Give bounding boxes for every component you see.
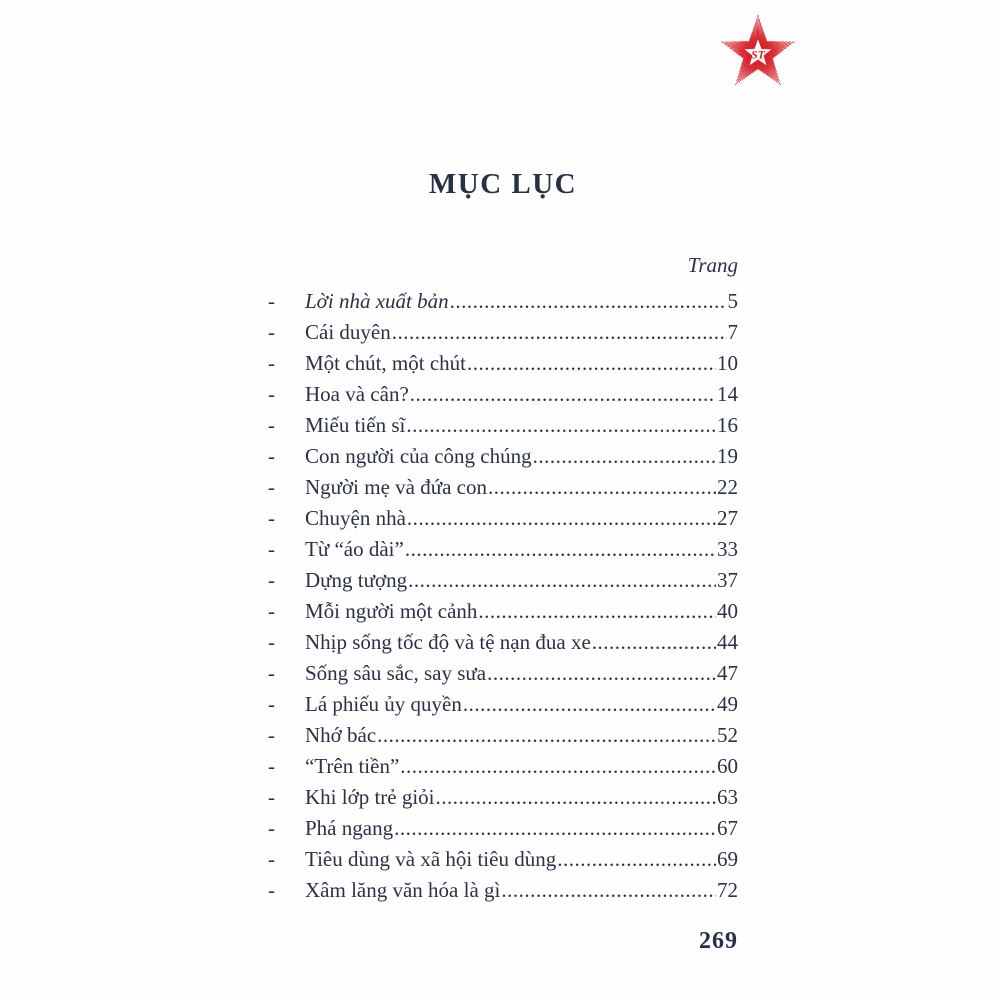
dot-leader — [592, 627, 716, 658]
toc-entry-page: 72 — [717, 878, 738, 902]
toc-entry-page: 33 — [717, 537, 738, 561]
toc-entry-title: Người mẹ và đứa con — [305, 475, 487, 499]
toc-entry-marker: - — [268, 599, 275, 623]
toc-entry-page: 16 — [717, 413, 738, 437]
toc-entry-marker: - — [268, 754, 275, 778]
toc-entry-title: Sống sâu sắc, say sưa — [305, 661, 487, 685]
toc-entry — [268, 472, 738, 503]
toc-entry-marker: - — [268, 475, 275, 499]
dot-leader — [410, 379, 716, 410]
toc-list — [268, 286, 738, 906]
dot-leader — [377, 720, 716, 751]
toc-entry-page: 7 — [727, 320, 738, 344]
dot-leader — [557, 844, 716, 875]
toc-entry-title: Miếu tiến sĩ — [305, 413, 406, 437]
page-number: 269 — [699, 928, 738, 954]
dot-leader — [488, 472, 716, 503]
toc-entry — [268, 379, 738, 410]
toc-entry-marker: - — [268, 568, 275, 592]
toc-entry — [268, 689, 738, 720]
toc-entry — [268, 720, 738, 751]
logo-monogram: ST — [751, 48, 765, 62]
toc-entry-page: 67 — [717, 816, 738, 840]
toc-entry-title: Khi lớp trẻ giỏi — [305, 785, 435, 809]
toc-entry — [268, 441, 738, 472]
toc-entry-page: 27 — [717, 506, 738, 530]
toc-entry-page: 60 — [717, 754, 738, 778]
dot-leader — [450, 286, 727, 317]
toc-entry-page: 69 — [717, 847, 738, 871]
toc-entry — [268, 813, 738, 844]
dot-leader — [392, 317, 727, 348]
toc-entry — [268, 844, 738, 875]
toc-entry-page: 10 — [717, 351, 738, 375]
toc-entry-page: 44 — [717, 630, 738, 654]
dot-leader — [533, 441, 716, 472]
dot-leader — [394, 813, 716, 844]
dot-leader — [400, 751, 716, 782]
toc-entry-marker: - — [268, 785, 275, 809]
toc-entry-marker: - — [268, 444, 275, 468]
toc-entry-title: Mỗi người một cảnh — [305, 599, 478, 623]
toc-entry-page: 49 — [717, 692, 738, 716]
toc-entry-marker: - — [268, 661, 275, 685]
toc-entry — [268, 503, 738, 534]
toc-entry-title: Cái duyên — [305, 320, 391, 344]
toc-entry-title: Con người của công chúng — [305, 444, 532, 468]
toc-entry-page: 47 — [717, 661, 738, 685]
toc-entry — [268, 627, 738, 658]
toc-entry-title: Xâm lăng văn hóa là gì — [305, 878, 501, 902]
dot-leader — [436, 782, 716, 813]
column-header-trang: Trang — [687, 253, 738, 277]
toc-entry — [268, 317, 738, 348]
toc-entry-page: 63 — [717, 785, 738, 809]
toc-entry-title: Dựng tượng — [305, 568, 408, 592]
toc-entry-title: Lá phiếu ủy quyền — [305, 692, 462, 716]
toc-entry-page: 22 — [717, 475, 738, 499]
toc-entry-title: Chuyện nhà — [305, 506, 406, 530]
toc-entry-marker: - — [268, 382, 275, 406]
toc-entry-title: Từ “áo dài” — [305, 537, 404, 561]
toc-entry-page: 19 — [717, 444, 738, 468]
toc-column — [268, 252, 738, 955]
toc-entry-marker: - — [268, 320, 275, 344]
toc-entry — [268, 565, 738, 596]
toc-entry-title: Một chút, một chút — [305, 351, 466, 375]
toc-entry-marker: - — [268, 847, 275, 871]
toc-entry-marker: - — [268, 289, 275, 313]
toc-entry-marker: - — [268, 630, 275, 654]
toc-entry-marker: - — [268, 537, 275, 561]
toc-entry-marker: - — [268, 351, 275, 375]
toc-entry — [268, 875, 738, 906]
toc-entry-title: Nhịp sống tốc độ và tệ nạn đua xe — [305, 630, 591, 654]
dot-leader — [478, 596, 716, 627]
dot-leader — [407, 503, 716, 534]
toc-entry — [268, 348, 738, 379]
toc-entry-marker: - — [268, 878, 275, 902]
toc-entry — [268, 534, 738, 565]
toc-entry-title: Tiêu dùng và xã hội tiêu dùng — [305, 847, 557, 871]
toc-entry-page: 5 — [727, 289, 738, 313]
toc-entry-title: Nhớ bác — [305, 723, 377, 747]
dot-leader — [501, 875, 716, 906]
toc-entry — [268, 658, 738, 689]
toc-entry-marker: - — [268, 506, 275, 530]
toc-entry — [268, 782, 738, 813]
toc-entry-page: 52 — [717, 723, 738, 747]
toc-entry-marker: - — [268, 723, 275, 747]
toc-entry — [268, 410, 738, 441]
toc-entry-marker: - — [268, 413, 275, 437]
dot-leader — [487, 658, 716, 689]
toc-entry-page: 14 — [717, 382, 738, 406]
toc-entry — [268, 751, 738, 782]
toc-entry-marker: - — [268, 692, 275, 716]
toc-entry-page: 37 — [717, 568, 738, 592]
dot-leader — [463, 689, 716, 720]
publisher-starburst-logo — [716, 10, 800, 94]
toc-entry-title: Phá ngang — [305, 816, 394, 840]
toc-entry-title: Lời nhà xuất bản — [305, 289, 449, 313]
toc-entry — [268, 596, 738, 627]
page-title: MỤC LỤC — [428, 168, 578, 200]
toc-entry — [268, 286, 738, 317]
dot-leader — [408, 565, 716, 596]
dot-leader — [406, 410, 716, 441]
toc-entry-title: “Trên tiền” — [305, 754, 400, 778]
dot-leader — [467, 348, 716, 379]
dot-leader — [405, 534, 716, 565]
toc-entry-marker: - — [268, 816, 275, 840]
toc-entry-page: 40 — [717, 599, 738, 623]
toc-entry-title: Hoa và cân? — [305, 382, 409, 406]
